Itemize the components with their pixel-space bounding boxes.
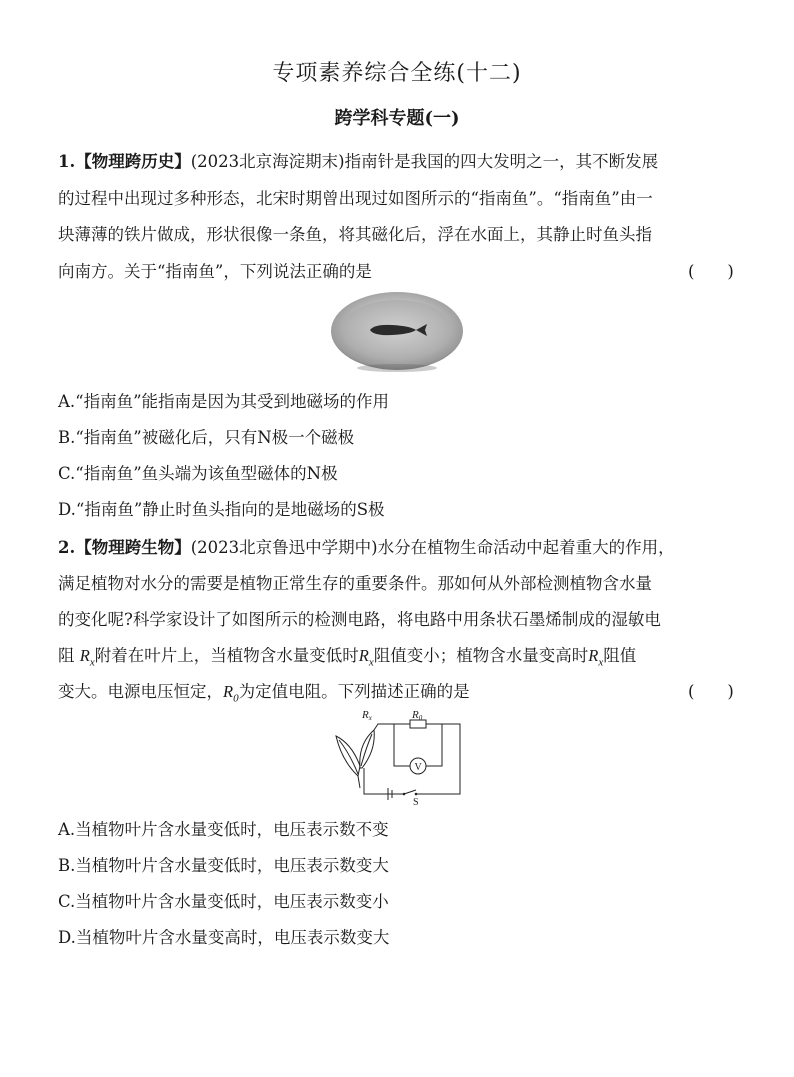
q2-source: (2023北京鲁迅中学期中) (190, 538, 378, 557)
q2-number: 2. (58, 538, 76, 557)
q2-stem-text1: 水分在植物生命活动中起着重大的作用， (377, 538, 675, 557)
q1-answer-blank: ( ) (688, 262, 734, 281)
q2-stem-text4b: 附着在叶片上，当植物含水量变低时 (94, 646, 359, 665)
q1-option-a: A.“指南鱼”能指南是因为其受到地磁场的作用 (58, 392, 390, 411)
q2-stem-text4a: 阻 (58, 646, 75, 665)
page-title: 专项素养综合全练(十二) (272, 61, 522, 86)
rx-symbol: $R_x$ (79, 646, 95, 669)
page-subtitle: 跨学科专题(一) (334, 108, 460, 129)
q2-stem-line2: 满足植物对水分的需要是植物正常生存的重要条件。那如何从外部检测植物含水量 (58, 574, 652, 593)
q1-stem-text1: 指南针是我国的四大发明之一，其不断发展 (344, 152, 659, 171)
q1-tag: 【物理跨历史】 (75, 152, 191, 171)
switch-contact (415, 793, 418, 796)
q1-stem-line2: 的过程中出现过多种形态，北宋时期曾出现过如图所示的“指南鱼”。“指南鱼”由一 (58, 189, 653, 208)
r0-symbol: $R_0$ (223, 682, 239, 705)
q2-stem-line5 (58, 678, 470, 704)
q2-stem-text4d: 阻值 (603, 646, 637, 665)
q2-tag: 【物理跨生物】 (75, 538, 191, 557)
q2-stem-text5a: 变大。电源电压恒定， (58, 682, 223, 701)
q2-stem-text4c: 阻值变小；植物含水量变高时 (373, 646, 589, 665)
q1-option-c: C.“指南鱼”鱼头端为该鱼型磁体的N极 (58, 464, 338, 483)
voltmeter-label: V (414, 762, 422, 773)
r0-label: R0 (412, 709, 423, 722)
q1-option-b: B.“指南鱼”被磁化后，只有N极一个磁极 (58, 428, 355, 447)
q2-option-b: B.当植物叶片含水量变低时，电压表示数变大 (58, 856, 389, 875)
q1-stem-line4: 向南方。关于“指南鱼”，下列说法正确的是 (58, 262, 372, 281)
leaf-icon (336, 730, 374, 788)
q2-option-d: D.当植物叶片含水量变高时，电压表示数变大 (58, 928, 390, 947)
q2-option-a: A.当植物叶片含水量变低时，电压表示数不变 (58, 820, 389, 839)
rx-label: Rx (362, 709, 372, 722)
fish-bowl-image (330, 290, 465, 372)
q1-option-d: D.“指南鱼”静止时鱼头指向的是地磁场的S极 (58, 500, 385, 519)
q2-stem-line4 (58, 642, 636, 668)
q1-source: (2023北京海淀期末) (190, 152, 345, 171)
circuit-diagram (330, 706, 470, 806)
q1-number: 1. (58, 152, 76, 171)
q1-stem-line3: 块薄薄的铁片做成，形状很像一条鱼，将其磁化后，浮在水面上，其静止时鱼头指 (58, 225, 652, 244)
rx-symbol: $R_x$ (358, 646, 374, 669)
switch-label: S (413, 797, 419, 806)
q2-stem-text5b: 为定值电阻。下列描述正确的是 (238, 682, 470, 701)
q2-stem-line3: 的变化呢?科学家设计了如图所示的检测电路，将电路中用条状石墨烯制成的湿敏电 (58, 610, 661, 629)
rx-symbol: $R_x$ (588, 646, 604, 669)
q2-option-c: C.当植物叶片含水量变低时，电压表示数变小 (58, 892, 389, 911)
switch-contact (403, 793, 406, 796)
q2-answer-blank: ( ) (688, 682, 734, 701)
q1-stem-line1 (58, 148, 658, 172)
q2-stem-line1 (58, 534, 675, 558)
